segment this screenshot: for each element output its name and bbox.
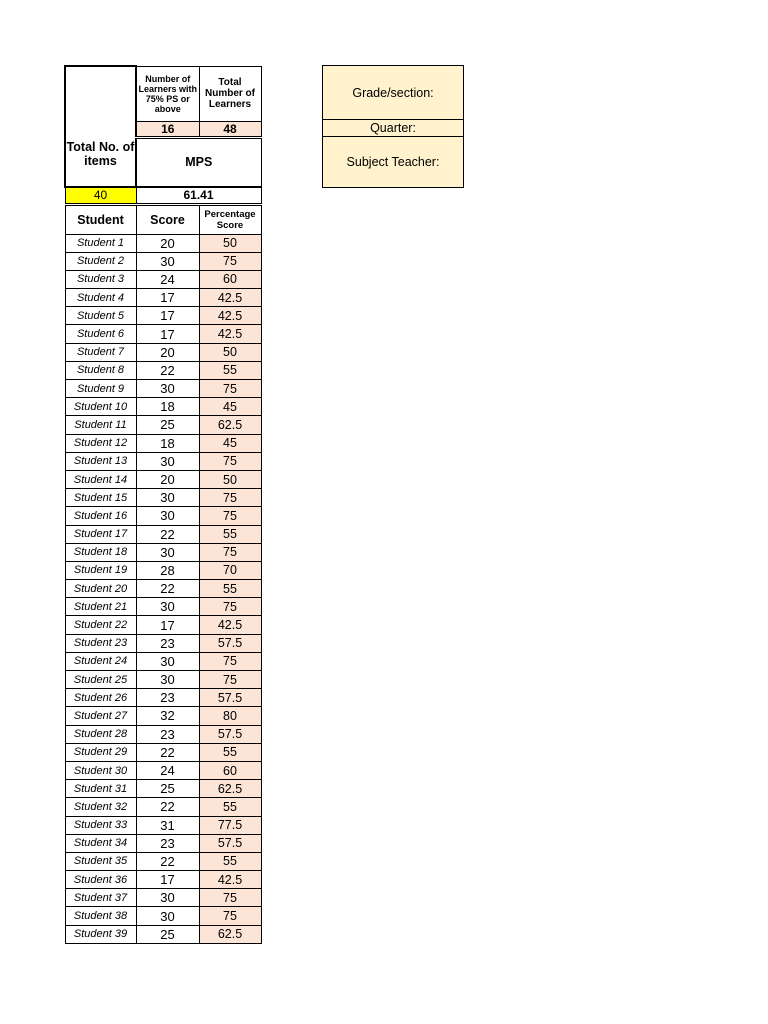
table-row [65,361,261,379]
student-name-cell: Student 16 [65,507,136,525]
student-score-cell[interactable]: 30 [136,671,199,689]
learners-75-value[interactable]: 16 [136,121,199,137]
student-name-cell: Student 24 [65,652,136,670]
student-name-cell: Student 4 [65,289,136,307]
student-score-cell[interactable]: 30 [136,380,199,398]
table-row [65,489,261,507]
student-name-cell: Student 25 [65,671,136,689]
student-percentage-cell: 42.5 [199,871,261,889]
student-percentage-cell: 42.5 [199,616,261,634]
student-name-cell: Student 3 [65,270,136,288]
total-items-value[interactable]: 40 [65,187,136,205]
table-row [65,252,261,270]
student-percentage-cell: 75 [199,543,261,561]
student-score-cell[interactable]: 17 [136,871,199,889]
student-score-cell[interactable]: 30 [136,652,199,670]
total-learners-label: Total Number of Learners [199,66,261,121]
student-percentage-cell: 50 [199,234,261,252]
student-score-cell[interactable]: 20 [136,343,199,361]
student-score-cell[interactable]: 30 [136,598,199,616]
table-row [65,925,261,943]
student-percentage-cell: 75 [199,598,261,616]
table-row [65,325,261,343]
student-score-cell[interactable]: 25 [136,925,199,943]
student-score-cell[interactable]: 23 [136,725,199,743]
table-row [65,616,261,634]
table-row [65,798,261,816]
student-percentage-cell: 60 [199,761,261,779]
student-name-cell: Student 8 [65,361,136,379]
table-row [65,434,261,452]
student-name-cell: Student 15 [65,489,136,507]
student-name-cell: Student 33 [65,816,136,834]
table-row [65,398,261,416]
student-name-cell: Student 9 [65,380,136,398]
table-row [65,343,261,361]
table-row [65,452,261,470]
student-name-cell: Student 5 [65,307,136,325]
student-percentage-cell: 45 [199,398,261,416]
student-percentage-cell: 75 [199,889,261,907]
student-percentage-cell: 57.5 [199,725,261,743]
student-score-cell[interactable]: 23 [136,834,199,852]
percentage-column-header: Percentage Score [199,204,261,234]
student-name-cell: Student 21 [65,598,136,616]
student-score-cell[interactable]: 18 [136,434,199,452]
student-percentage-cell: 75 [199,452,261,470]
student-score-cell[interactable]: 32 [136,707,199,725]
student-name-cell: Student 34 [65,834,136,852]
table-row [65,907,261,925]
student-percentage-cell: 62.5 [199,780,261,798]
quarter-field[interactable]: Quarter: [323,120,464,137]
student-score-cell[interactable]: 17 [136,289,199,307]
student-score-cell[interactable]: 25 [136,416,199,434]
table-row [65,543,261,561]
table-row [65,416,261,434]
table-row [65,689,261,707]
table-row [65,761,261,779]
student-score-cell[interactable]: 24 [136,270,199,288]
student-score-cell[interactable]: 28 [136,561,199,579]
student-score-cell[interactable]: 18 [136,398,199,416]
student-percentage-cell: 75 [199,380,261,398]
student-name-cell: Student 18 [65,543,136,561]
student-score-cell[interactable]: 30 [136,543,199,561]
table-row [65,743,261,761]
student-score-cell[interactable]: 30 [136,452,199,470]
student-score-cell[interactable]: 22 [136,743,199,761]
student-percentage-cell: 42.5 [199,325,261,343]
learners-75-label: Number of Learners with 75% PS or above [136,66,199,121]
table-row [65,816,261,834]
table-row [65,671,261,689]
table-row [65,470,261,488]
student-score-cell[interactable]: 31 [136,816,199,834]
student-percentage-cell: 75 [199,489,261,507]
student-percentage-cell: 60 [199,270,261,288]
student-name-cell: Student 17 [65,525,136,543]
student-name-cell: Student 19 [65,561,136,579]
student-percentage-cell: 50 [199,343,261,361]
student-name-cell: Student 2 [65,252,136,270]
student-score-cell[interactable]: 30 [136,489,199,507]
grade-section-field[interactable]: Grade/section: [323,66,464,120]
student-score-cell[interactable]: 24 [136,761,199,779]
student-name-cell: Student 35 [65,852,136,870]
student-score-cell[interactable]: 23 [136,689,199,707]
student-column-header: Student [65,204,136,234]
student-percentage-cell: 57.5 [199,834,261,852]
student-percentage-cell: 75 [199,507,261,525]
student-name-cell: Student 27 [65,707,136,725]
student-score-cell[interactable]: 22 [136,361,199,379]
table-row [65,289,261,307]
student-score-cell[interactable]: 17 [136,616,199,634]
table-row [65,561,261,579]
info-box [322,65,464,188]
student-name-cell: Student 23 [65,634,136,652]
student-name-cell: Student 14 [65,470,136,488]
student-percentage-cell: 55 [199,798,261,816]
student-percentage-cell: 77.5 [199,816,261,834]
student-score-cell[interactable]: 30 [136,507,199,525]
student-percentage-cell: 62.5 [199,925,261,943]
student-name-cell: Student 11 [65,416,136,434]
student-name-cell: Student 22 [65,616,136,634]
student-percentage-cell: 70 [199,561,261,579]
table-row [65,707,261,725]
table-row [65,580,261,598]
student-score-cell[interactable]: 23 [136,634,199,652]
student-score-cell[interactable]: 22 [136,852,199,870]
student-score-cell[interactable]: 30 [136,252,199,270]
student-name-cell: Student 1 [65,234,136,252]
student-percentage-cell: 75 [199,907,261,925]
student-name-cell: Student 39 [65,925,136,943]
student-score-cell[interactable]: 22 [136,525,199,543]
student-percentage-cell: 55 [199,743,261,761]
student-name-cell: Student 7 [65,343,136,361]
table-row [65,507,261,525]
student-score-cell[interactable]: 20 [136,470,199,488]
table-row [65,871,261,889]
student-name-cell: Student 10 [65,398,136,416]
student-score-cell[interactable]: 22 [136,798,199,816]
total-learners-value[interactable]: 48 [199,121,261,137]
table-row [65,852,261,870]
score-table [64,65,262,944]
student-name-cell: Student 30 [65,761,136,779]
table-row [65,834,261,852]
mps-value[interactable]: 61.41 [136,187,261,205]
table-row [65,307,261,325]
table-row [65,652,261,670]
student-percentage-cell: 75 [199,671,261,689]
table-row [65,725,261,743]
student-percentage-cell: 80 [199,707,261,725]
student-name-cell: Student 36 [65,871,136,889]
subject-teacher-field[interactable]: Subject Teacher: [323,137,464,188]
student-percentage-cell: 75 [199,652,261,670]
table-row [65,634,261,652]
student-percentage-cell: 55 [199,361,261,379]
student-name-cell: Student 6 [65,325,136,343]
student-score-cell[interactable]: 17 [136,325,199,343]
student-name-cell: Student 28 [65,725,136,743]
table-row [65,380,261,398]
table-row [65,598,261,616]
student-percentage-cell: 42.5 [199,289,261,307]
student-name-cell: Student 20 [65,580,136,598]
student-percentage-cell: 55 [199,852,261,870]
student-name-cell: Student 13 [65,452,136,470]
student-score-cell[interactable]: 20 [136,234,199,252]
student-score-cell[interactable]: 25 [136,780,199,798]
student-percentage-cell: 57.5 [199,634,261,652]
table-row [65,889,261,907]
mps-label: MPS [136,137,261,187]
table-row [65,270,261,288]
student-percentage-cell: 75 [199,252,261,270]
student-percentage-cell: 55 [199,525,261,543]
student-name-cell: Student 38 [65,907,136,925]
student-percentage-cell: 42.5 [199,307,261,325]
student-name-cell: Student 31 [65,780,136,798]
student-name-cell: Student 12 [65,434,136,452]
student-name-cell: Student 37 [65,889,136,907]
student-percentage-cell: 62.5 [199,416,261,434]
student-name-cell: Student 29 [65,743,136,761]
student-percentage-cell: 50 [199,470,261,488]
student-percentage-cell: 57.5 [199,689,261,707]
student-score-cell[interactable]: 30 [136,889,199,907]
student-score-cell[interactable]: 22 [136,580,199,598]
table-row [65,234,261,252]
student-name-cell: Student 32 [65,798,136,816]
table-row [65,780,261,798]
score-column-header: Score [136,204,199,234]
student-percentage-cell: 55 [199,580,261,598]
student-score-cell[interactable]: 30 [136,907,199,925]
student-score-cell[interactable]: 17 [136,307,199,325]
total-items-label: Total No. of items [65,66,136,187]
student-name-cell: Student 26 [65,689,136,707]
student-percentage-cell: 45 [199,434,261,452]
table-row [65,525,261,543]
